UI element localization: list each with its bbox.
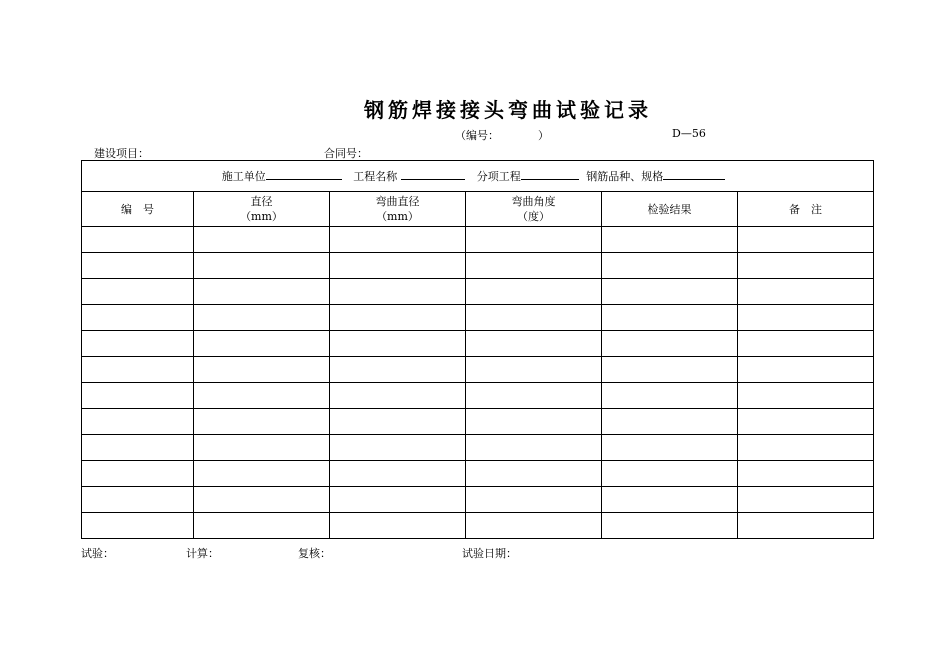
table-cell[interactable] <box>602 279 738 305</box>
header-result: 检验结果 <box>602 192 738 227</box>
table-cell[interactable] <box>466 513 602 539</box>
tester-label: 试验： <box>81 547 114 560</box>
project-label: 建设项目： <box>94 147 149 160</box>
table-cell[interactable] <box>82 513 194 539</box>
table-cell[interactable] <box>194 227 330 253</box>
table-cell[interactable] <box>466 383 602 409</box>
table-cell[interactable] <box>466 461 602 487</box>
table-cell[interactable] <box>466 487 602 513</box>
form-code: D—56 <box>672 127 706 140</box>
table-cell[interactable] <box>330 513 466 539</box>
table-cell[interactable] <box>466 409 602 435</box>
header-number: 编 号 <box>82 192 194 227</box>
record-table-container <box>81 160 873 539</box>
table-cell[interactable] <box>466 227 602 253</box>
table-cell[interactable] <box>194 253 330 279</box>
table-cell[interactable] <box>330 331 466 357</box>
contractor-field[interactable] <box>266 169 342 180</box>
table-row <box>82 331 874 357</box>
table-cell[interactable] <box>194 435 330 461</box>
table-row <box>82 435 874 461</box>
rebar-spec-label: 钢筋品种、规格 <box>586 170 664 183</box>
project-name-field[interactable] <box>401 169 465 180</box>
table-cell[interactable] <box>602 357 738 383</box>
sub-project-field[interactable] <box>521 169 579 180</box>
table-cell[interactable] <box>194 461 330 487</box>
table-cell[interactable] <box>738 435 874 461</box>
table-cell[interactable] <box>330 253 466 279</box>
table-row <box>82 279 874 305</box>
table-cell[interactable] <box>330 279 466 305</box>
table-cell[interactable] <box>738 409 874 435</box>
table-cell[interactable] <box>82 487 194 513</box>
table-cell[interactable] <box>738 279 874 305</box>
header-bend-angle: 弯曲角度 （度） <box>466 192 602 227</box>
table-row <box>82 513 874 539</box>
table-cell[interactable] <box>602 331 738 357</box>
serial-number-close: ） <box>538 129 549 142</box>
contract-label: 合同号： <box>324 147 368 160</box>
table-cell[interactable] <box>194 513 330 539</box>
table-cell[interactable] <box>466 279 602 305</box>
table-row <box>82 461 874 487</box>
table-cell[interactable] <box>466 253 602 279</box>
table-cell[interactable] <box>194 487 330 513</box>
calculator-label: 计算： <box>186 547 219 560</box>
table-cell[interactable] <box>466 357 602 383</box>
record-table <box>81 160 874 539</box>
table-cell[interactable] <box>194 305 330 331</box>
table-cell[interactable] <box>82 305 194 331</box>
table-row <box>82 357 874 383</box>
info-row <box>82 161 874 192</box>
table-row <box>82 409 874 435</box>
table-cell[interactable] <box>330 383 466 409</box>
table-row <box>82 305 874 331</box>
table-cell[interactable] <box>82 331 194 357</box>
rebar-spec-field[interactable] <box>663 169 725 180</box>
table-cell[interactable] <box>330 305 466 331</box>
table-header-row <box>82 192 874 227</box>
table-cell[interactable] <box>82 357 194 383</box>
table-row <box>82 227 874 253</box>
table-cell[interactable] <box>738 487 874 513</box>
table-cell[interactable] <box>82 253 194 279</box>
table-cell[interactable] <box>194 409 330 435</box>
table-cell[interactable] <box>602 227 738 253</box>
table-cell[interactable] <box>194 357 330 383</box>
sub-project-label: 分项工程 <box>476 170 521 183</box>
table-cell[interactable] <box>602 461 738 487</box>
table-cell[interactable] <box>330 461 466 487</box>
table-cell[interactable] <box>602 253 738 279</box>
table-cell[interactable] <box>330 357 466 383</box>
table-row <box>82 383 874 409</box>
table-cell[interactable] <box>194 383 330 409</box>
form-title: 钢筋焊接接头弯曲试验记录 <box>364 98 652 122</box>
table-cell[interactable] <box>602 409 738 435</box>
table-cell[interactable] <box>738 305 874 331</box>
table-cell[interactable] <box>466 331 602 357</box>
table-cell[interactable] <box>194 331 330 357</box>
table-cell[interactable] <box>738 253 874 279</box>
table-cell[interactable] <box>330 409 466 435</box>
table-row <box>82 253 874 279</box>
table-cell[interactable] <box>602 487 738 513</box>
test-date-label: 试验日期： <box>462 547 517 560</box>
table-cell[interactable] <box>82 409 194 435</box>
table-body <box>82 227 874 539</box>
table-cell[interactable] <box>602 435 738 461</box>
header-remark: 备 注 <box>738 192 874 227</box>
contractor-label: 施工单位 <box>221 170 266 183</box>
project-name-label: 工程名称 <box>353 170 398 183</box>
table-cell[interactable] <box>82 227 194 253</box>
table-cell[interactable] <box>738 357 874 383</box>
table-cell[interactable] <box>738 227 874 253</box>
table-cell[interactable] <box>82 279 194 305</box>
reviewer-label: 复核： <box>298 547 331 560</box>
table-cell[interactable] <box>194 279 330 305</box>
table-cell[interactable] <box>82 461 194 487</box>
table-cell[interactable] <box>602 305 738 331</box>
serial-number-label: （编号： <box>455 129 499 142</box>
table-cell[interactable] <box>602 513 738 539</box>
table-row <box>82 487 874 513</box>
table-cell[interactable] <box>82 435 194 461</box>
table-cell[interactable] <box>738 461 874 487</box>
table-cell[interactable] <box>82 383 194 409</box>
table-cell[interactable] <box>602 383 738 409</box>
table-cell[interactable] <box>466 305 602 331</box>
table-cell[interactable] <box>738 383 874 409</box>
table-cell[interactable] <box>330 435 466 461</box>
header-diameter: 直径 （mm） <box>194 192 330 227</box>
table-cell[interactable] <box>738 513 874 539</box>
header-bend-diameter: 弯曲直径 （mm） <box>330 192 466 227</box>
table-cell[interactable] <box>330 487 466 513</box>
table-cell[interactable] <box>466 435 602 461</box>
table-cell[interactable] <box>330 227 466 253</box>
table-cell[interactable] <box>738 331 874 357</box>
